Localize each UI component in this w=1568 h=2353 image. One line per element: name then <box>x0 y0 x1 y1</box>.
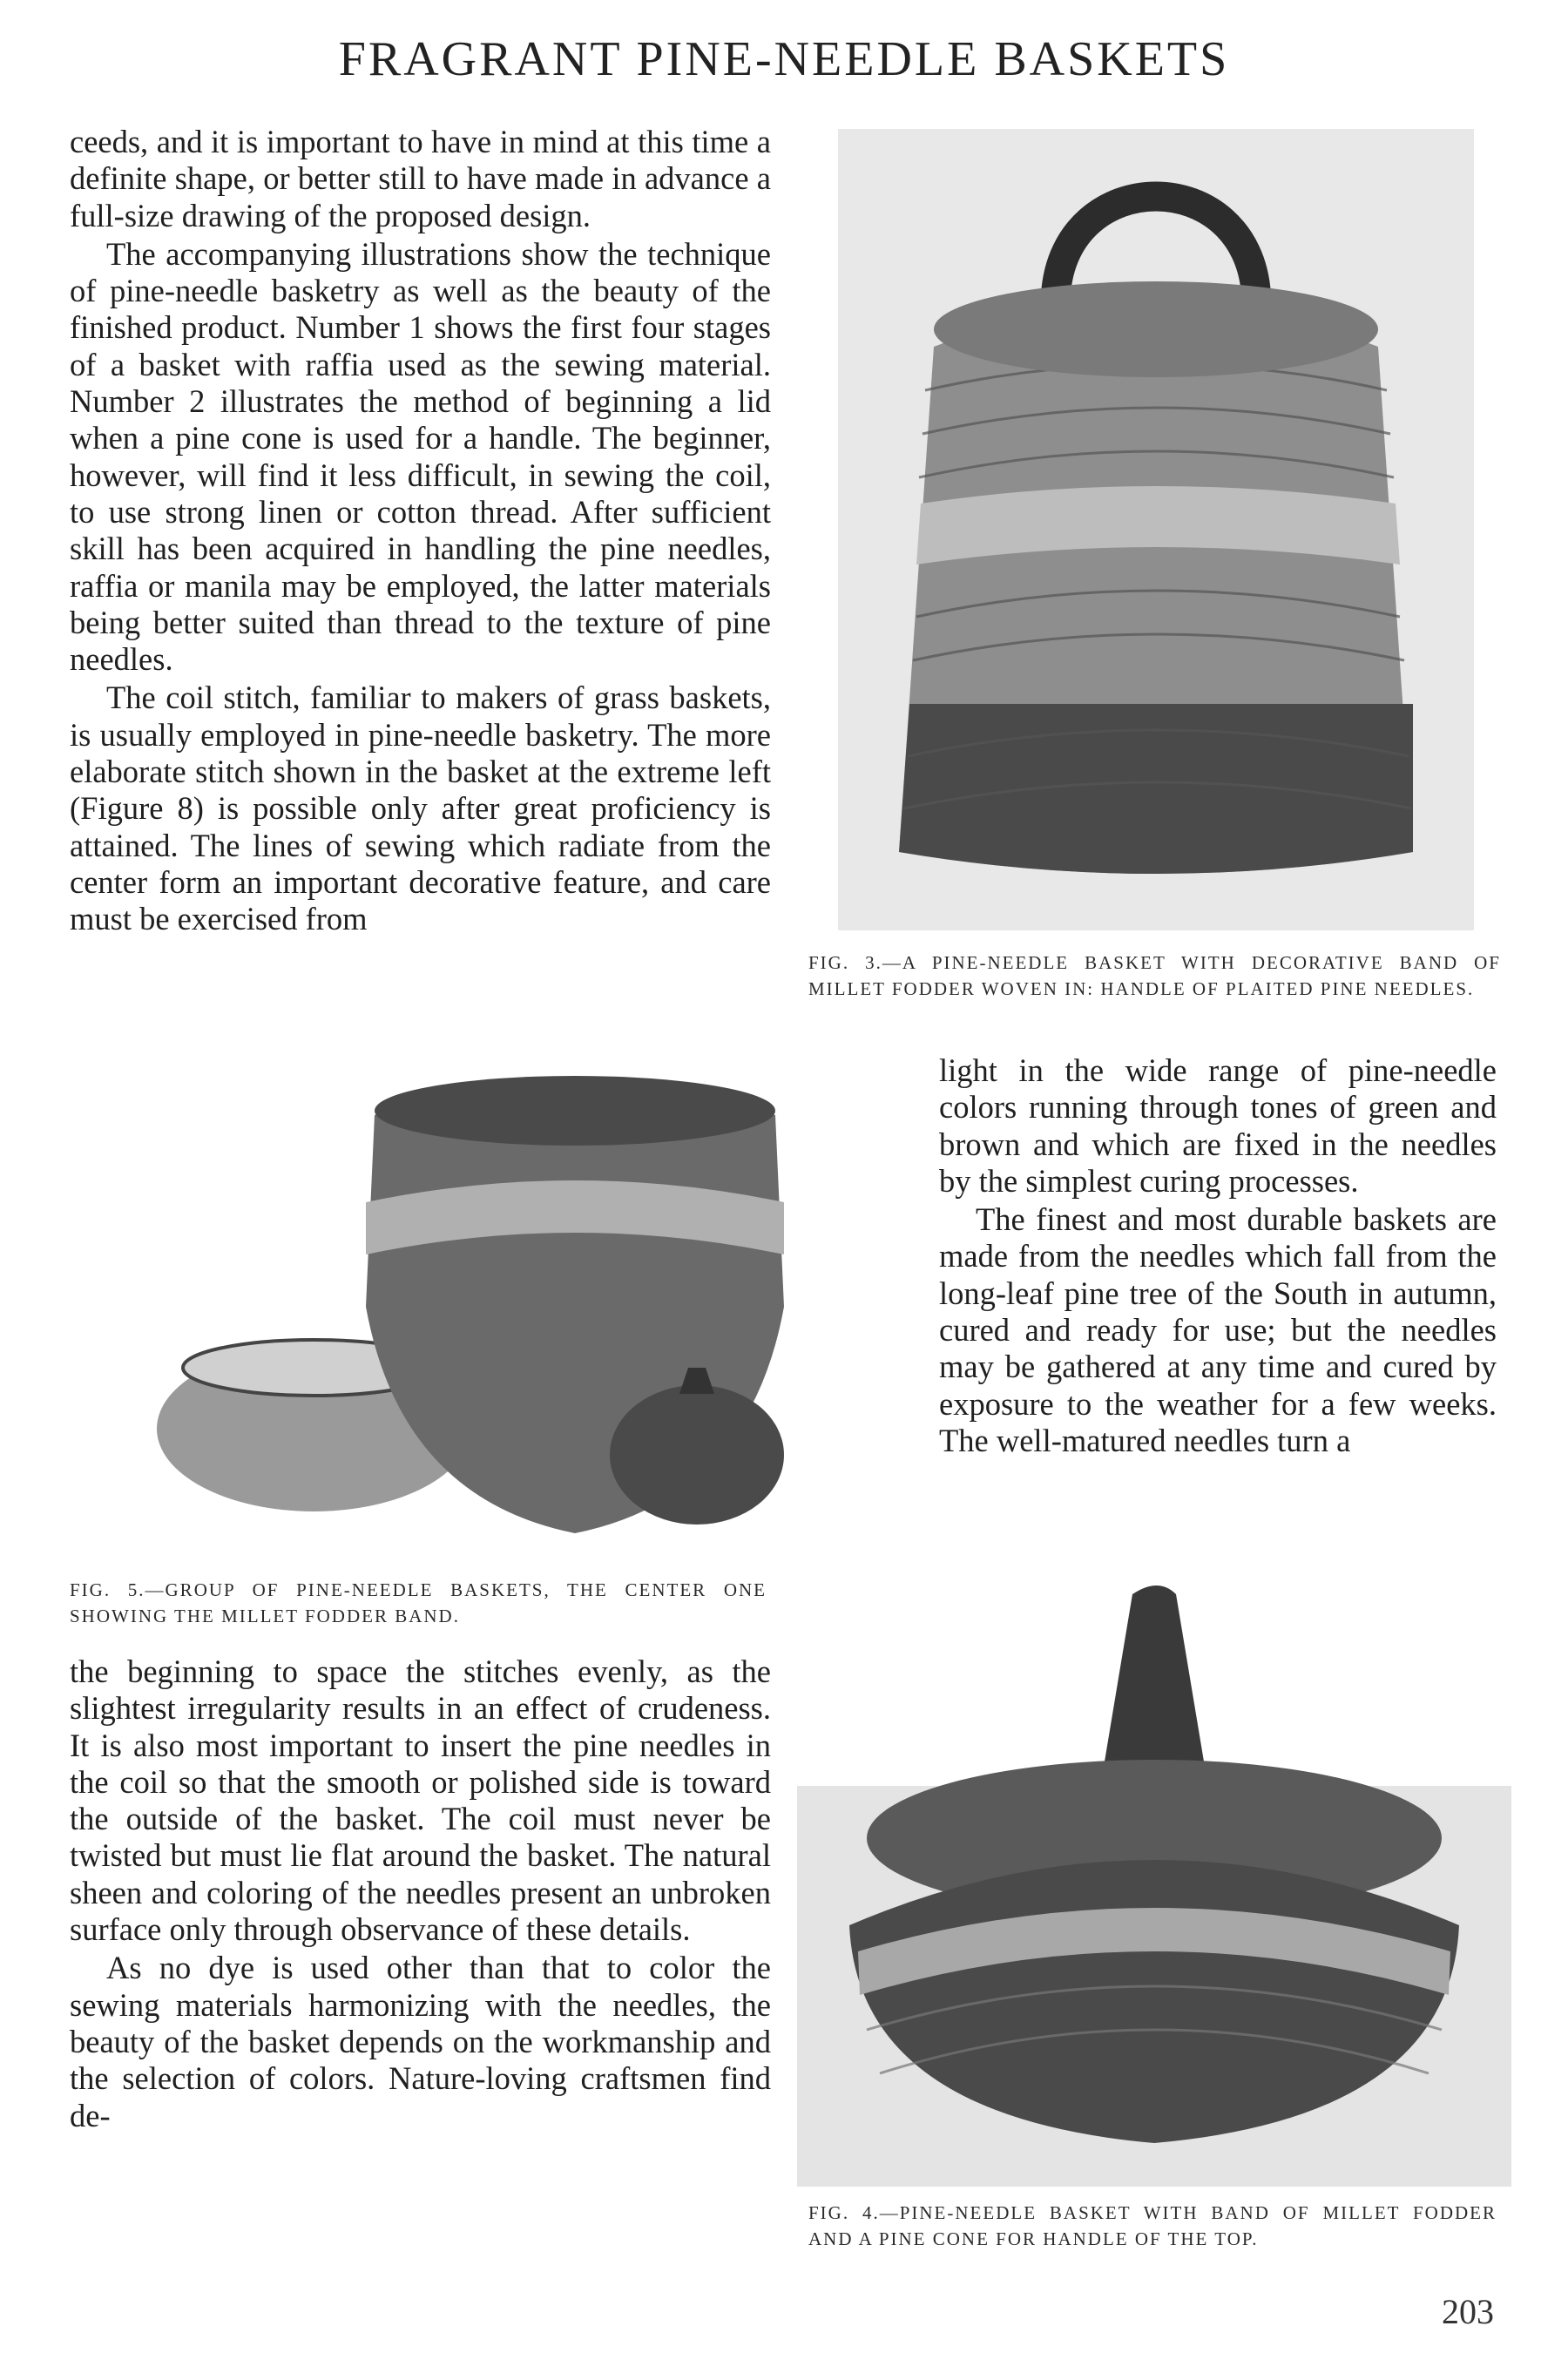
right-paragraph-2: The finest and most durable baskets are made from the needles which fall from the long-leaf pine tree of the South in autumn, cured and ready for use; but the needles may be gathered at any time and cured by exposure to the weather for a few weeks. The well-matured needles turn a <box>939 1201 1497 1458</box>
paragraph-3: The coil stitch, familiar to makers of grass baskets, is usually employed in pine-needle basketry. The more elaborate stitch shown in the basket at the extreme left (Figure 8) is possible only after great proficiency is attained. The lines of sewing which radiate from the center form an important decorative feature, and care must be exercised from <box>70 680 771 937</box>
figure-5-photo <box>87 1045 836 1551</box>
basket-with-cone-lid-icon <box>797 1577 1511 2187</box>
paragraph-5: As no dye is used other than that to color the sewing materials harmonizing with the needles, the beauty of the basket depends on the workmanship and the selection of colors. Nature-loving craftsmen find de- <box>70 1950 771 2133</box>
page-title: FRAGRANT PINE-NEEDLE BASKETS <box>338 32 1230 86</box>
basket-group-icon <box>87 1045 836 1551</box>
paragraph-2: The accompanying illustrations show the technique of pine-needle basketry as well as the beauty of the finished product. Number 1 shows the first four stages of a basket with raffia used as the sewing material. Number 2 illustrates the method of beginning a lid when a pine cone is used for a handle. The beginner, however, will find it less difficult, in sewing the coil, to use strong linen or cotton thread. After sufficient skill has been acquired in handling the pine needles, raffia or manila may be employed, the latter materials being better suited than thread to the texture of pine needles. <box>70 235 771 678</box>
figure-4-photo <box>797 1577 1511 2187</box>
left-column-upper <box>70 124 771 1167</box>
figure-3-photo <box>838 129 1474 930</box>
basket-with-handle-icon <box>838 129 1474 930</box>
figure-3-caption: FIG. 3.—A PINE-NEEDLE BASKET WITH DECORATIVE BAND OF MILLET FODDER WOVEN IN: HANDLE OF PLAITED PINE NEEDLES. <box>808 952 1501 999</box>
figure-5-caption: FIG. 5.—GROUP OF PINE-NEEDLE BASKETS, THE CENTER ONE SHOWING THE MILLET FODDER BAND. <box>70 1579 767 1626</box>
figure-4-caption: FIG. 4.—PINE-NEEDLE BASKET WITH BAND OF MILLET FODDER AND A PINE CONE FOR HANDLE OF THE TOP. <box>808 2202 1497 2249</box>
page-number: 203 <box>1442 2292 1494 2331</box>
right-paragraph-1: light in the wide range of pine-needle colors running through tones of green and brown and which are fixed in the needles by the simplest curing processes. <box>939 1052 1497 1199</box>
paragraph-1: ceeds, and it is important to have in mind at this time a definite shape, or better still to have made in advance a full-size drawing of the proposed design. <box>70 124 771 233</box>
paragraph-4: the beginning to space the stitches evenly, as the slightest irregularity results in an effect of crudeness. It is also most important to insert the pine needles in the coil so that the smooth or polished side is toward the outside of the basket. The coil must never be twisted but must lie flat around the basket. The natural sheen and coloring of the needles present an unbroken surface only through observance of these details. <box>70 1653 771 1948</box>
right-column <box>939 1052 1497 1593</box>
left-column-lower <box>70 1653 771 2134</box>
